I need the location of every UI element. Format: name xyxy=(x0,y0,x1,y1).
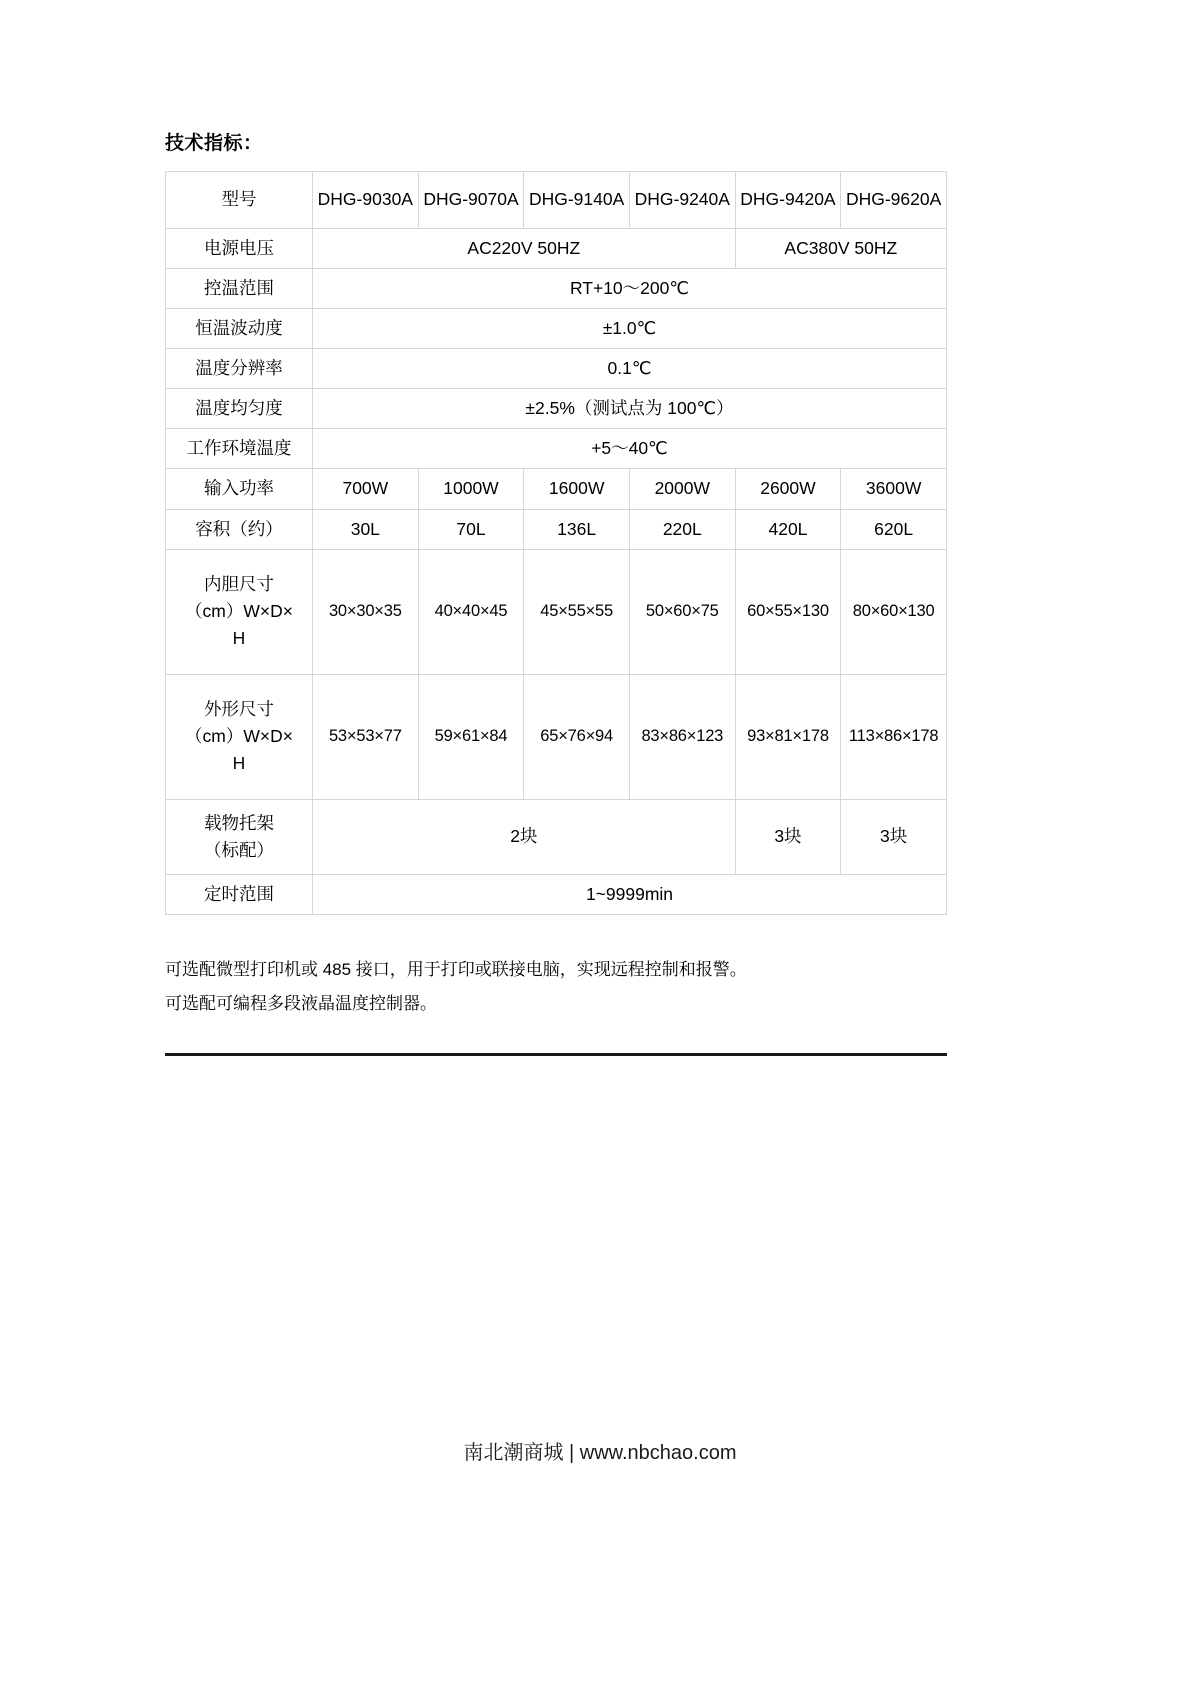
model-cell-2: DHG-9070A xyxy=(418,171,524,228)
model-cell-1: DHG-9030A xyxy=(313,171,419,228)
row-label-ambient-temp: 工作环境温度 xyxy=(166,429,313,469)
content-area xyxy=(165,132,947,1056)
outer-size-1: 53×53×77 xyxy=(313,674,419,799)
inner-size-2: 40×40×45 xyxy=(418,549,524,674)
row-label-volume: 容积（约） xyxy=(166,509,313,549)
row-label-temp-range: 控温范围 xyxy=(166,268,313,308)
table-row-temp-uniformity xyxy=(166,389,947,429)
volume-1: 30L xyxy=(313,509,419,549)
table-row-volume xyxy=(166,509,947,549)
specification-table xyxy=(165,171,947,915)
row-label-timer-range: 定时范围 xyxy=(166,874,313,914)
power-supply-380: AC380V 50HZ xyxy=(735,228,946,268)
input-power-2: 1000W xyxy=(418,469,524,509)
row-label-shelves xyxy=(166,799,313,874)
shelves-value-group3: 3块 xyxy=(841,799,947,874)
page-title: 技术指标： xyxy=(165,133,263,154)
row-label-power-supply: 电源电压 xyxy=(166,228,313,268)
page-footer: 南北潮商城 | www.nbchao.com xyxy=(463,1442,737,1464)
table-row-power-supply xyxy=(166,228,947,268)
row-label-temp-uniformity: 温度均匀度 xyxy=(166,389,313,429)
volume-3: 136L xyxy=(524,509,630,549)
input-power-5: 2600W xyxy=(735,469,841,509)
ambient-temp-value: +5～40℃ xyxy=(313,429,947,469)
inner-size-label-line3: H xyxy=(232,628,246,649)
model-cell-4: DHG-9240A xyxy=(629,171,735,228)
horizontal-rule xyxy=(165,1053,947,1056)
input-power-3: 1600W xyxy=(524,469,630,509)
outer-size-3: 65×76×94 xyxy=(524,674,630,799)
outer-size-6: 113×86×178 xyxy=(841,674,947,799)
temp-resolution-value: 0.1℃ xyxy=(313,349,947,389)
temp-range-value: RT+10～200℃ xyxy=(313,268,947,308)
row-label-temp-fluctuation: 恒温波动度 xyxy=(166,308,313,348)
inner-size-label-line2: （cm）W×D× xyxy=(185,601,293,622)
outer-size-2: 59×61×84 xyxy=(418,674,524,799)
power-supply-220: AC220V 50HZ xyxy=(313,228,736,268)
volume-5: 420L xyxy=(735,509,841,549)
inner-size-label-line1: 内胆尺寸 xyxy=(204,574,274,594)
temp-fluctuation-value: ±1.0℃ xyxy=(313,308,947,348)
model-cell-5: DHG-9420A xyxy=(735,171,841,228)
outer-size-label-line3: H xyxy=(232,753,246,774)
model-cell-3: DHG-9140A xyxy=(524,171,630,228)
outer-size-label-line2: （cm）W×D× xyxy=(185,726,293,747)
timer-range-value: 1~9999min xyxy=(313,874,947,914)
input-power-4: 2000W xyxy=(629,469,735,509)
input-power-6: 3600W xyxy=(841,469,947,509)
table-row-model xyxy=(166,171,947,228)
row-label-inner-size xyxy=(166,549,313,674)
inner-size-1: 30×30×35 xyxy=(313,549,419,674)
table-row-shelves xyxy=(166,799,947,874)
shelves-label-line1: 载物托架 xyxy=(204,812,274,833)
outer-size-5: 93×81×178 xyxy=(735,674,841,799)
row-label-temp-resolution: 温度分辨率 xyxy=(166,349,313,389)
table-row-temp-fluctuation xyxy=(166,308,947,348)
inner-size-5: 60×55×130 xyxy=(735,549,841,674)
table-row-input-power xyxy=(166,469,947,509)
outer-size-label-line1: 外形尺寸 xyxy=(204,699,274,719)
model-cell-6: DHG-9620A xyxy=(841,171,947,228)
inner-size-6: 80×60×130 xyxy=(841,549,947,674)
note-line-1: 可选配微型打印机或 485 接口，用于打印或联接电脑，实现远程控制和报警。 xyxy=(165,959,747,979)
shelves-label-line2: （标配） xyxy=(204,839,274,860)
table-row-ambient-temp xyxy=(166,429,947,469)
table-row-temp-resolution xyxy=(166,349,947,389)
volume-6: 620L xyxy=(841,509,947,549)
volume-2: 70L xyxy=(418,509,524,549)
volume-4: 220L xyxy=(629,509,735,549)
shelves-value-group2: 3块 xyxy=(735,799,841,874)
row-label-input-power: 输入功率 xyxy=(166,469,313,509)
table-row-timer-range xyxy=(166,874,947,914)
input-power-1: 700W xyxy=(313,469,419,509)
table-row-inner-size xyxy=(166,549,947,674)
outer-size-4: 83×86×123 xyxy=(629,674,735,799)
notes-block xyxy=(165,953,947,1021)
inner-size-4: 50×60×75 xyxy=(629,549,735,674)
temp-uniformity-value: ±2.5%（测试点为 100℃） xyxy=(313,389,947,429)
note-line-2: 可选配可编程多段液晶温度控制器。 xyxy=(165,993,437,1013)
row-label-outer-size xyxy=(166,674,313,799)
table-row-outer-size xyxy=(166,674,947,799)
row-label-model: 型号 xyxy=(166,171,313,228)
shelves-value-group1: 2块 xyxy=(313,799,736,874)
inner-size-3: 45×55×55 xyxy=(524,549,630,674)
table-row-temp-range xyxy=(166,268,947,308)
